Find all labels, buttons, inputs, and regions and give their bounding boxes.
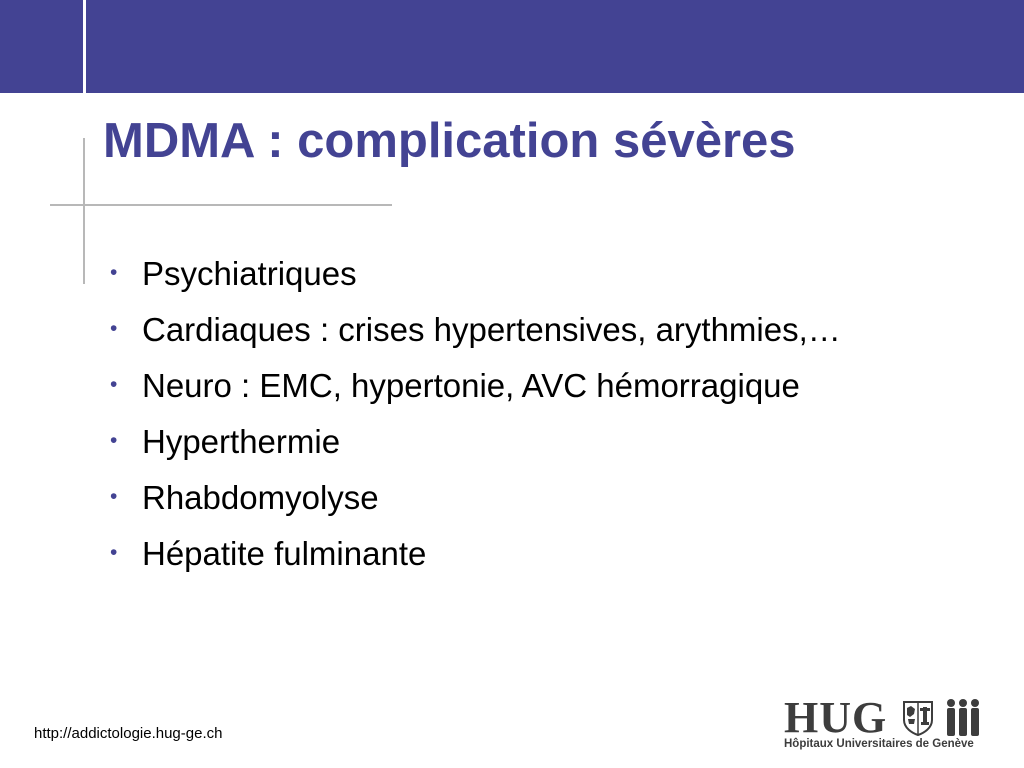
bullet-item: [110, 303, 990, 356]
people-icon: [944, 698, 982, 738]
bullet-text: Cardiaques : crises hypertensives, arythmies,…: [142, 311, 841, 348]
logo-wordmark: HUG: [784, 693, 888, 742]
bullet-item: [110, 359, 990, 412]
slide-title: MDMA : complication sévères: [103, 114, 796, 168]
geneva-crest-icon: [902, 700, 934, 736]
logo-caption: Hôpitaux Universitaires de Genève: [784, 738, 974, 750]
header-band-divider: [83, 0, 86, 93]
bullet-dot-icon: •: [110, 541, 118, 564]
bullet-dot-icon: •: [110, 429, 118, 452]
bullet-item: [110, 415, 990, 468]
bullet-item: [110, 247, 990, 300]
bullet-dot-icon: •: [110, 485, 118, 508]
horizontal-rule: [50, 204, 392, 206]
footer-url: http://addictologie.hug-ge.ch: [34, 725, 223, 742]
bullet-text: Psychiatriques: [142, 255, 357, 292]
bullet-text: Hépatite fulminante: [142, 535, 427, 572]
vertical-rule: [83, 138, 85, 284]
bullet-dot-icon: •: [110, 261, 118, 284]
bullet-text: Neuro : EMC, hypertonie, AVC hémorragique: [142, 367, 800, 404]
bullet-item: [110, 527, 990, 580]
bullet-text: Hyperthermie: [142, 423, 341, 460]
header-band: [0, 0, 1024, 93]
hug-logo: [784, 693, 984, 756]
bullet-item: [110, 471, 990, 524]
bullet-dot-icon: •: [110, 317, 118, 340]
bullet-dot-icon: •: [110, 373, 118, 396]
bullet-text: Rhabdomyolyse: [142, 479, 379, 516]
bullet-list: [110, 247, 990, 583]
